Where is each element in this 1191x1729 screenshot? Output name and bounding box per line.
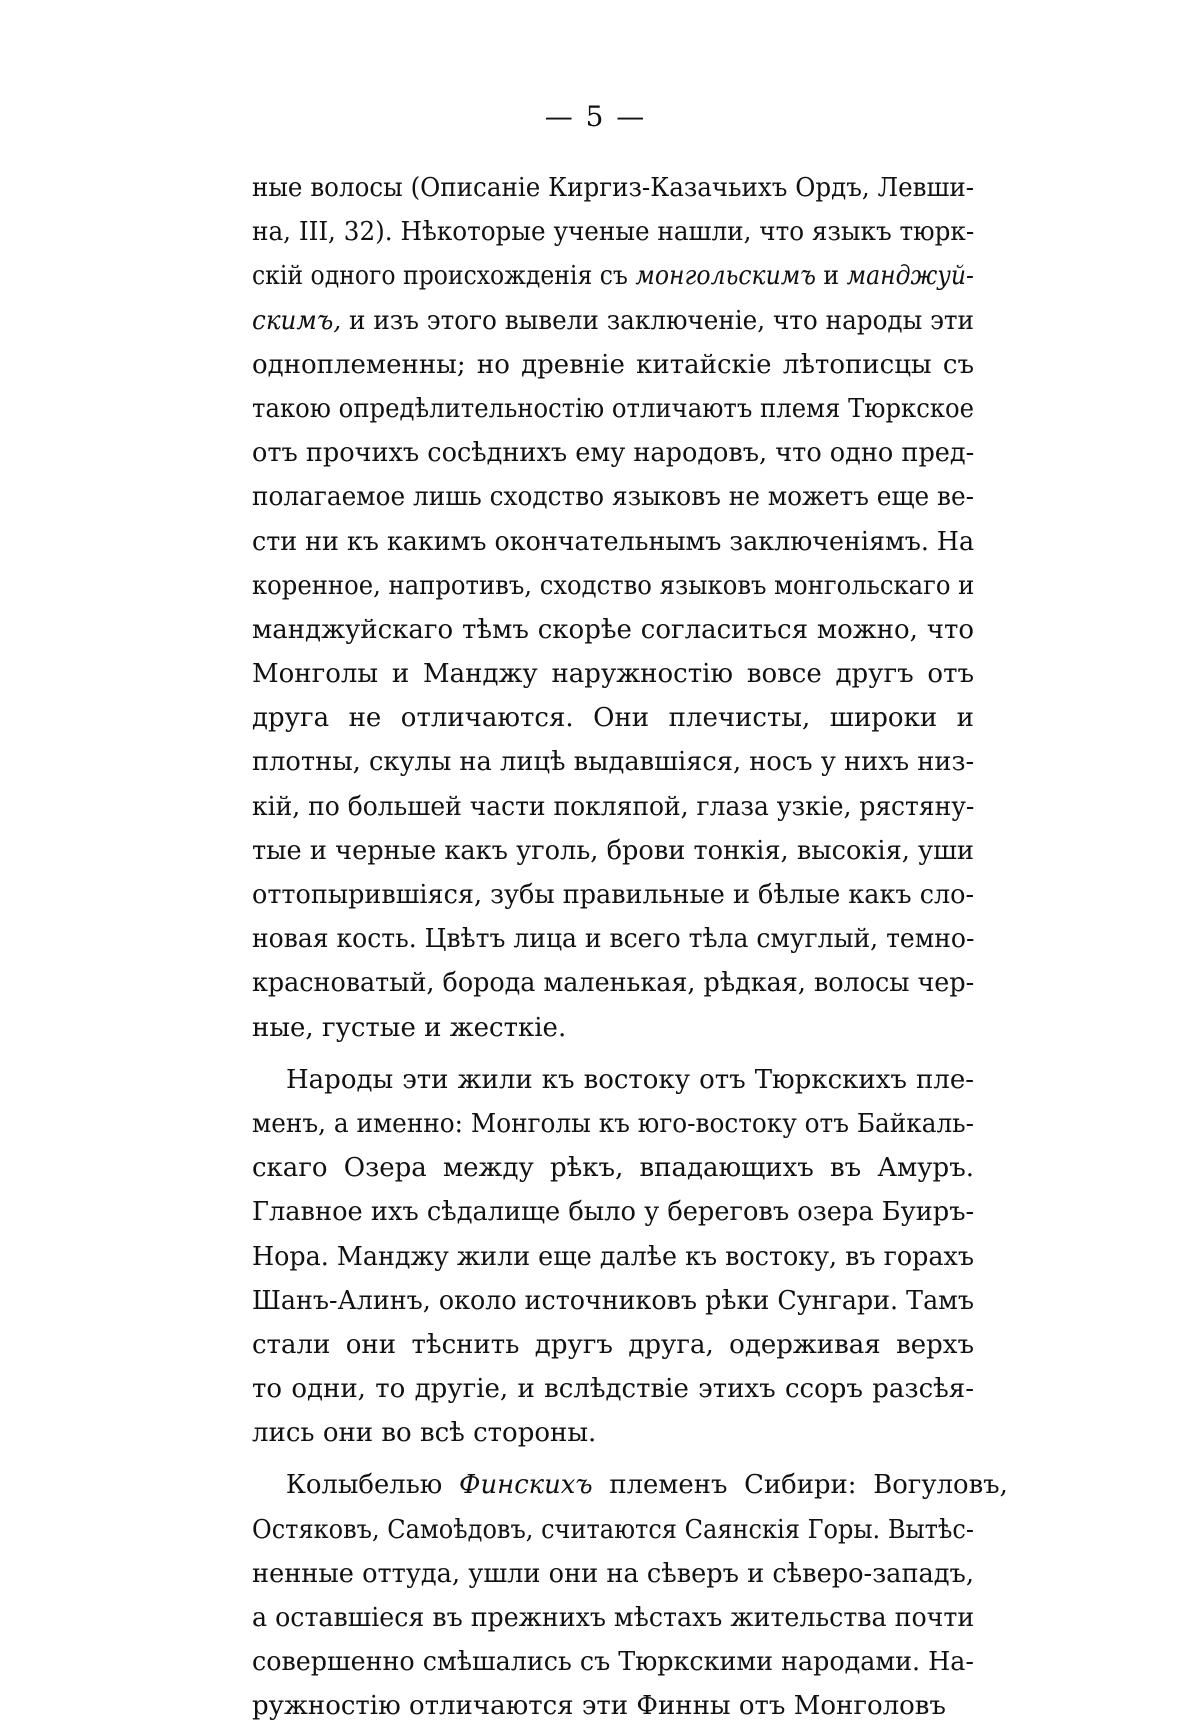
text-line: Народы эти жили къ востоку отъ Тюркскихъ пле- [286, 1064, 974, 1095]
text-line: а оставшіеся въ прежнихъ мѣстахъ жительства почти [252, 1603, 975, 1633]
text-line: совершенно смѣшались съ Тюркскими народами. На- [252, 1647, 974, 1678]
text-line: такою опредѣлительностію отличаютъ племя Тюркское [252, 393, 975, 424]
text-line: стали они тѣснить другъ друга, одерживая верхъ [252, 1329, 974, 1360]
text-line: лись они во всѣ стороны. [252, 1418, 597, 1449]
text-line: Остяковъ, Самоѣдовъ, считаются Саянскія Горы. Вытѣс- [252, 1514, 974, 1545]
text-line: коренное, напротивъ, сходство языковъ монгольскаго и [252, 570, 975, 601]
text-line: Главное ихъ сѣдалище было у береговъ озера Буиръ- [252, 1197, 975, 1228]
text-line: друга не отличаются. Они плечисты, широки и [252, 703, 974, 734]
text-line: Монголы и Манджу наружностію вовсе другъ отъ [252, 659, 974, 690]
text-line: на, III, 32). Нѣкоторые ученые нашли, что языкъ тюрк- [252, 217, 975, 248]
text-line: манджуйскаго тѣмъ скорѣе согласиться можно, что [252, 614, 974, 645]
text-line: Нора. Манджу жили еще далѣе къ востоку, въ горахъ [252, 1241, 974, 1272]
text-line: Колыбелью Финскихъ племенъ Сибири: Вогуловъ, [285, 1470, 1008, 1501]
text-line: новая кость. Цвѣтъ лица и всего тѣла смуглый, темно- [252, 924, 975, 955]
text-line: полагаемое лишь сходство языковъ не можетъ еще ве- [252, 482, 974, 513]
text-line: скаго Озера между рѣкъ, впадающихъ въ Амуръ. [252, 1153, 974, 1184]
text-line: ненные оттуда, ушли они на сѣверъ и сѣверо-западъ, [252, 1558, 974, 1589]
text-line: скій одного происхожденія съ монгольскимъ и манджуй- [252, 261, 974, 292]
text-line: тые и черные какъ уголь, брови тонкія, высокія, уши [252, 835, 974, 866]
text-line: оттопырившіяся, зубы правильные и бѣлые какъ сло- [252, 880, 975, 910]
text-line: менъ, а именно: Монголы къ юго-востоку отъ Байкаль- [252, 1108, 974, 1139]
text-line: сти ни къ какимъ окончательнымъ заключеніямъ. На [252, 526, 975, 557]
text-line: кій, по большей части покляпой, глаза узкіе, рястяну- [252, 791, 975, 822]
text-line: то одни, то другіе, и вслѣдствіе этихъ ссоръ разсѣя- [252, 1374, 974, 1405]
text-line: ные, густые и жесткіе. [252, 1012, 567, 1043]
text-line: плотны, скулы на лицѣ выдавшіяся, носъ у нихъ низ- [252, 747, 975, 778]
body-text [252, 166, 1008, 1729]
text-line: красноватый, борода маленькая, рѣдкая, волосы чер- [252, 968, 975, 999]
paragraph [252, 1058, 974, 1456]
text-line: Шанъ-Алинъ, около источниковъ рѣки Сунгари. Тамъ [252, 1285, 974, 1316]
paragraph [252, 1463, 1008, 1728]
text-line: отъ прочихъ сосѣднихъ ему народовъ, что одно пред- [252, 438, 975, 469]
text-line: одноплеменны; но древніе китайскіе лѣтописцы съ [252, 349, 974, 380]
text-line: скимъ, и изъ этого вывели заключеніе, что народы эти [252, 305, 974, 336]
page-number: — 5 — [544, 100, 647, 133]
text-line: ныe волосы (Описаніе Киргиз-Казачьихъ Ордъ, Левши- [252, 173, 974, 203]
paragraph [252, 166, 974, 1050]
text-line: ружностію отличаются эти Финны отъ Монголовъ [252, 1691, 946, 1722]
